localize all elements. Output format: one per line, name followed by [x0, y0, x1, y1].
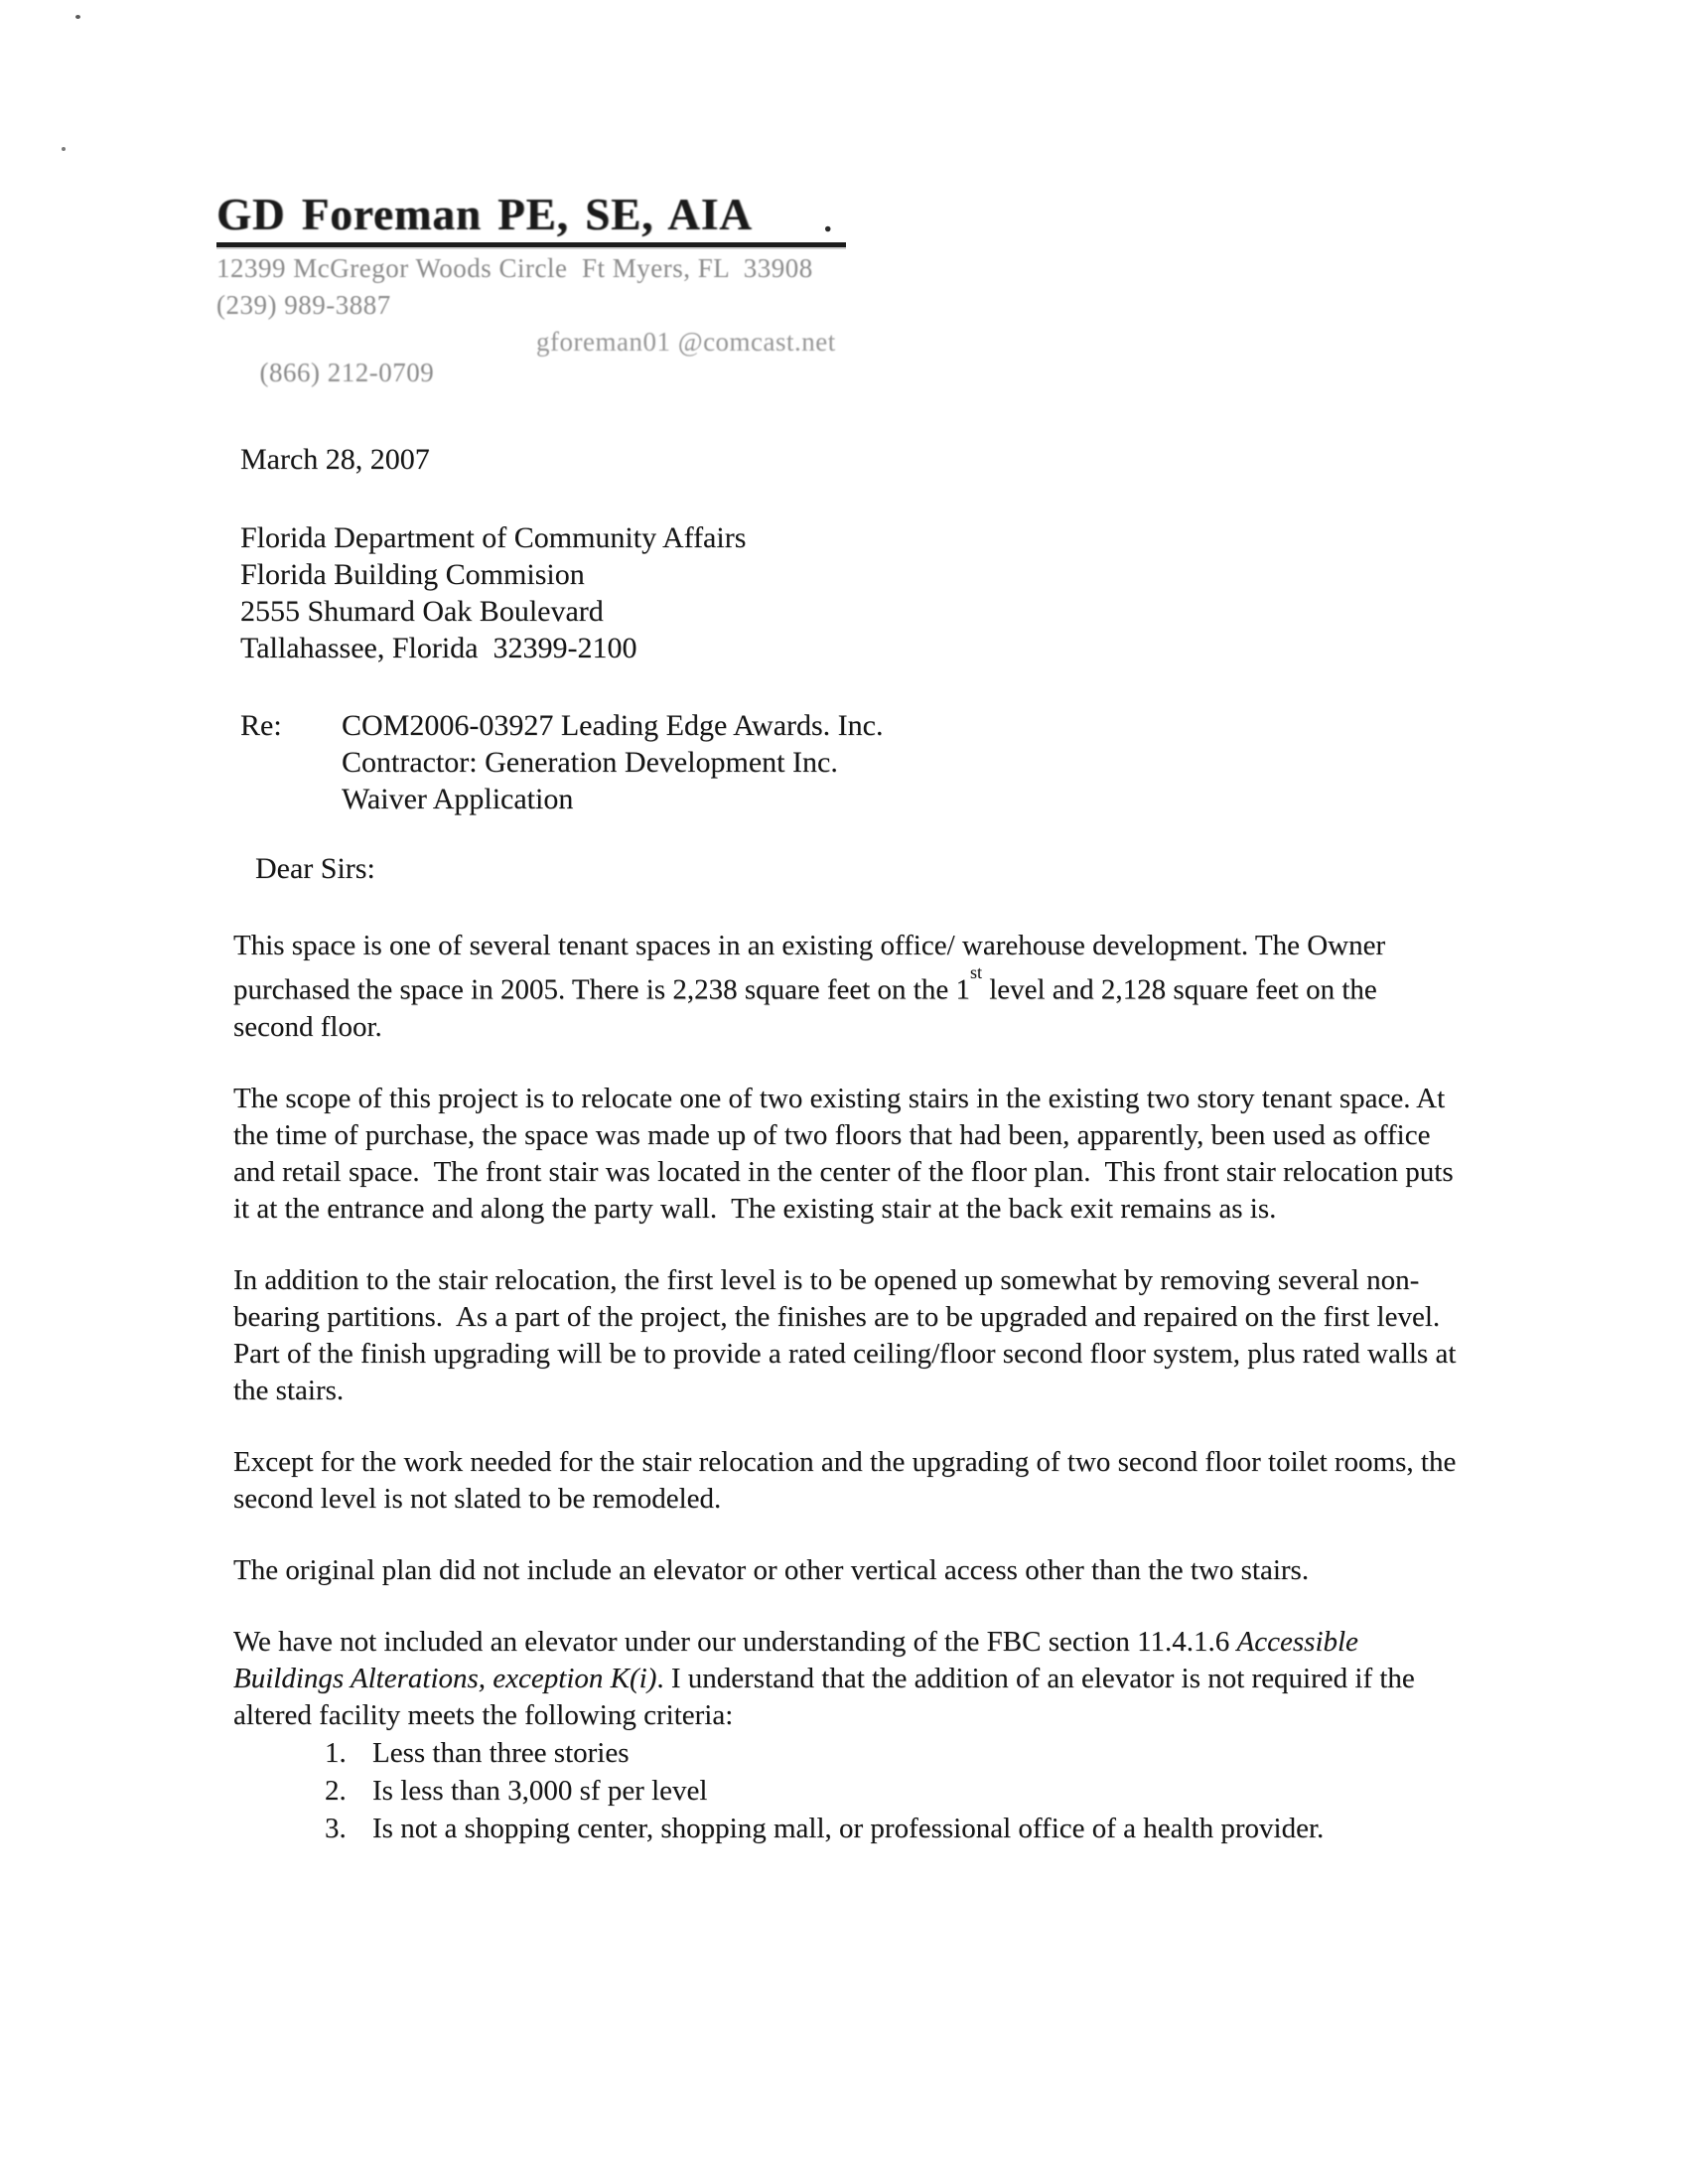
- letterhead-title-bar: [216, 189, 846, 247]
- re-line: Waiver Application: [342, 783, 574, 815]
- paragraph-text: . I understand that the addition of an elevator is not required if the altered facility meets the following criteria:: [233, 1662, 1423, 1731]
- letter-date: March 28, 2007: [240, 443, 430, 476]
- re-label: Re:: [240, 709, 282, 742]
- list-item-number: 3.: [325, 1812, 347, 1844]
- list-item: [325, 1810, 1460, 1847]
- letterhead-phone: (239) 989-3887: [216, 290, 391, 320]
- recipient-line: Florida Department of Community Affairs: [240, 521, 747, 554]
- letterhead-name: GD Foreman PE, SE, AIA: [216, 190, 753, 239]
- body-paragraph: The original plan did not include an elevator or other vertical access other than the two stairs.: [233, 1553, 1310, 1586]
- letterhead-email: gforeman01 @comcast.net: [536, 327, 836, 357]
- recipient-line: Tallahassee, Florida 32399-2100: [240, 632, 637, 664]
- letterhead-address: 12399 McGregor Woods Circle Ft Myers, FL 33908: [216, 253, 813, 283]
- recipient-address: [240, 519, 746, 666]
- letterhead-contact-row: [216, 327, 872, 387]
- re-lines: [342, 707, 883, 817]
- letterhead-trailing-period: .: [823, 203, 832, 239]
- body-paragraph: In addition to the stair relocation, the first level is to be opened up somewhat by removing several non-bearing partitions. As a part of the project, the finishes are to be upgraded and repaired on the first level. Part of the finish upgrading will be to provide a rated ceiling/floor second floor system, plus rated walls at the stairs.: [233, 1263, 1464, 1406]
- list-item-text: Less than three stories: [372, 1736, 630, 1769]
- list-item-number: 1.: [325, 1736, 347, 1769]
- list-item-number: 2.: [325, 1774, 347, 1807]
- body-paragraph: Except for the work needed for the stair relocation and the upgrading of two second floor toilet rooms, the second level is not slated to be remodeled.: [233, 1445, 1464, 1515]
- letter-body: [233, 928, 1464, 1847]
- list-item-text: Is not a shopping center, shopping mall, or professional office of a health provider.: [372, 1812, 1325, 1844]
- list-item-text: Is less than 3,000 sf per level: [372, 1774, 708, 1807]
- criteria-list: [325, 1734, 1460, 1847]
- ordinal-superscript: st: [969, 962, 982, 983]
- code-citation-italic: Accessible Buildings Alterations, exception K(i): [233, 1625, 1366, 1694]
- body-paragraph: The scope of this project is to relocate one of two existing stairs in the existing two story tenant space. At the time of purchase, the space was made up of two floors that had been, apparently, been used as office and retail space. The front stair was located in the center of the floor plan. This front stair relocation puts it at the entrance and along the party wall. The existing stair at the back exit remains as is.: [233, 1082, 1461, 1225]
- body-paragraph: [233, 1624, 1460, 1734]
- paragraph-text: We have not included an elevator under our understanding of the FBC section 11.4.1.6: [233, 1625, 1237, 1658]
- body-paragraph: [233, 928, 1460, 1046]
- scan-artifact: [75, 15, 80, 19]
- paragraph-text: level and 2,128 square feet on the second floor.: [233, 973, 1385, 1043]
- paragraph-text: This space is one of several tenant spaces in an existing office/ warehouse development. The Owner purchased the space in 2005. There is 2,238 square feet on the 1: [233, 930, 1393, 1006]
- list-item: [325, 1734, 1460, 1772]
- re-line: Contractor: Generation Development Inc.: [342, 746, 838, 779]
- letterhead: [216, 189, 872, 387]
- list-item: [325, 1772, 1460, 1810]
- re-block: [240, 707, 883, 817]
- salutation: Dear Sirs:: [255, 852, 375, 885]
- recipient-line: 2555 Shumard Oak Boulevard: [240, 595, 604, 628]
- re-line: COM2006-03927 Leading Edge Awards. Inc.: [342, 709, 884, 742]
- scan-artifact: [62, 147, 66, 151]
- letterhead-tollfree-phone: (866) 212-0709: [259, 358, 435, 387]
- recipient-line: Florida Building Commision: [240, 558, 585, 591]
